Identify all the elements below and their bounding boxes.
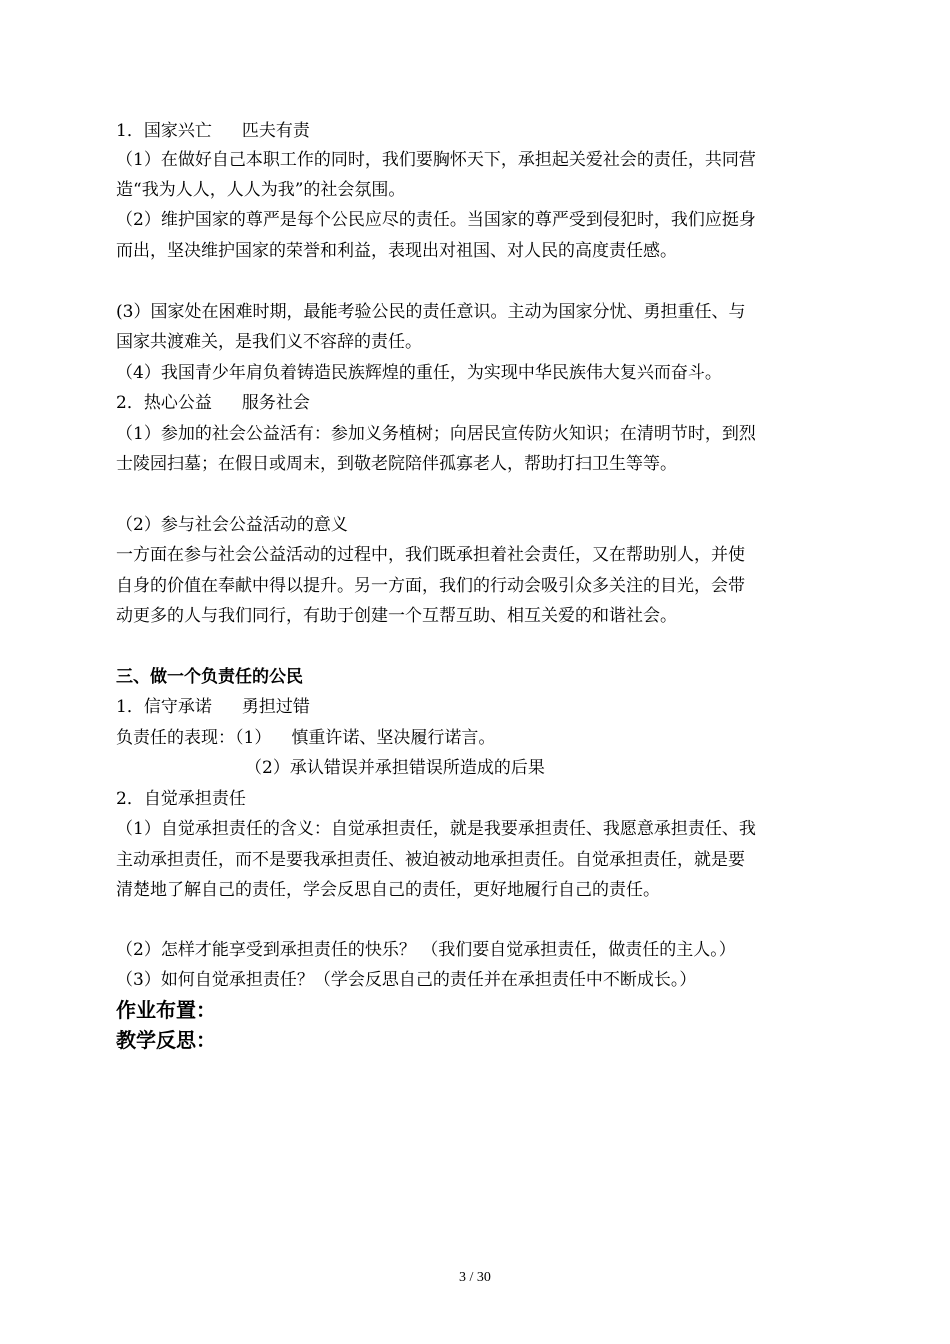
responsibility-line-2: （2）承认错误并承担错误所造成的后果 (245, 758, 545, 778)
responsibility-line-1 (116, 728, 495, 748)
paragraph-line: 主动承担责任，而不是要我承担责任、被迫被动地承担责任。自觉承担责任，就是要 (116, 850, 745, 870)
paragraph-line: 动更多的人与我们同行，有助于创建一个互帮互助、相互关爱的和谐社会。 (116, 606, 677, 626)
subsection-heading (116, 697, 310, 717)
heading-text: 服务社会 (241, 393, 310, 413)
paragraph-line: 自身的价值在奉献中得以提升。另一方面，我们的行动会吸引众多关注的目光，会带 (116, 576, 745, 596)
paragraph-line: 清楚地了解自己的责任，学会反思自己的责任，更好地履行自己的责任。 (116, 880, 660, 900)
section-1-heading (116, 121, 310, 141)
homework-heading: 作业布置： (116, 998, 216, 1022)
paragraph-line: 造“我为人人，人人为我”的社会氛围。 (116, 180, 406, 200)
paragraph-line: 国家共渡难关，是我们义不容辞的责任。 (116, 332, 422, 352)
section-2-heading (116, 393, 310, 413)
responsibility-item: 慎重许诺、坚决履行诺言。 (291, 728, 496, 748)
paragraph-line: （3）如何自觉承担责任？（学会反思自己的责任并在承担责任中不断成长。） (116, 970, 697, 990)
heading-text: 匹夫有责 (241, 121, 310, 141)
heading-text: 勇担过错 (241, 697, 310, 717)
subsection-heading: 2．自觉承担责任 (116, 789, 246, 809)
paragraph-line: 士陵园扫墓；在假日或周末，到敬老院陪伴孤寡老人，帮助打扫卫生等等。 (116, 454, 677, 474)
paragraph-line: （1）在做好自己本职工作的同时，我们要胸怀天下，承担起关爱社会的责任，共同营 (116, 150, 756, 170)
paragraph-line: 一方面在参与社会公益活动的过程中，我们既承担着社会责任，又在帮助别人，并使 (116, 545, 745, 565)
paragraph-line: （4）我国青少年肩负着铸造民族辉煌的重任，为实现中华民族伟大复兴而奋斗。 (116, 363, 722, 383)
section-3-title: 三、做一个负责任的公民 (116, 667, 303, 687)
paragraph-line: (3）国家处在困难时期，最能考验公民的责任意识。主动为国家分忧、勇担重任、与 (116, 302, 746, 322)
heading-number: 1．国家兴亡 (116, 121, 212, 141)
responsibility-label: 负责任的表现：（1） (116, 728, 272, 748)
paragraph-line: （1）参加的社会公益活有：参加义务植树；向居民宣传防火知识；在清明节时，到烈 (116, 424, 756, 444)
page-number: 3 / 30 (459, 1270, 491, 1285)
paragraph-line: （2）参与社会公益活动的意义 (116, 515, 348, 535)
paragraph-line: 而出，坚决维护国家的荣誉和利益，表现出对祖国、对人民的高度责任感。 (116, 241, 677, 261)
paragraph-line: （1）自觉承担责任的含义：自觉承担责任，就是我要承担责任、我愿意承担责任、我 (116, 819, 756, 839)
heading-number: 1．信守承诺 (116, 697, 212, 717)
paragraph-line: （2）维护国家的尊严是每个公民应尽的责任。当国家的尊严受到侵犯时，我们应挺身 (116, 210, 756, 230)
reflection-heading: 教学反思： (116, 1028, 216, 1052)
paragraph-line: （2）怎样才能享受到承担责任的快乐？ （我们要自觉承担责任，做责任的主人。） (116, 940, 736, 960)
heading-number: 2．热心公益 (116, 393, 212, 413)
